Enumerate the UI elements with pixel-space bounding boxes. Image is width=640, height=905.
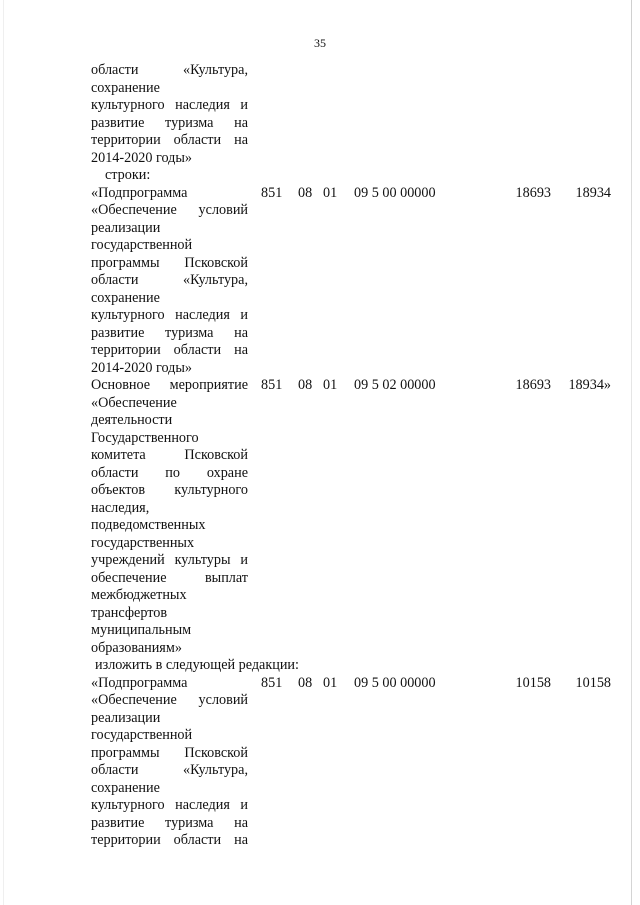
desc-line: «Обеспечение условий bbox=[91, 692, 248, 708]
row-description bbox=[91, 675, 248, 850]
desc-line: государственных bbox=[91, 534, 195, 551]
cell-admin-code: 851 bbox=[261, 184, 283, 201]
cell-amount-year1: 18693 bbox=[515, 184, 551, 201]
desc-line: 2014-2020 годы» bbox=[91, 359, 193, 376]
desc-line: сохранение bbox=[91, 79, 160, 96]
table-row bbox=[0, 185, 640, 378]
cell-target-article: 09 5 02 00000 bbox=[354, 377, 436, 393]
instruction-text: строки: bbox=[105, 167, 151, 183]
desc-line: Государственного bbox=[91, 429, 199, 446]
desc-line: государственной bbox=[91, 727, 193, 743]
desc-line: культурного наследия и bbox=[91, 97, 248, 113]
table-row-continuation bbox=[0, 62, 640, 167]
desc-line: трансфертов bbox=[91, 604, 168, 621]
budget-table bbox=[0, 62, 640, 850]
page-number: 35 bbox=[314, 36, 326, 50]
desc-line: комитета Псковской bbox=[91, 447, 248, 463]
cell-section: 08 bbox=[298, 674, 313, 691]
desc-line: объектов культурного bbox=[91, 482, 248, 498]
cell-section: 08 bbox=[298, 184, 313, 201]
desc-line: программы Псковской bbox=[91, 254, 248, 271]
cell-target-article: 09 5 00 00000 bbox=[354, 674, 436, 691]
desc-line: 2014-2020 годы» bbox=[91, 149, 193, 166]
desc-line: области «Культура, bbox=[91, 272, 248, 288]
cell-amount-year2: 18934 bbox=[575, 184, 611, 201]
desc-line: территории области на bbox=[91, 832, 248, 848]
cell-amount-year1: 10158 bbox=[515, 674, 551, 691]
instruction-row bbox=[0, 657, 640, 675]
cell-amount-year1: 18693 bbox=[515, 377, 551, 393]
desc-line: образованиям» bbox=[91, 639, 182, 656]
desc-line: развитие туризма на bbox=[91, 324, 248, 341]
cell-amount-year2: 18934» bbox=[568, 377, 611, 393]
desc-line: территории области на bbox=[91, 342, 248, 358]
desc-line: культурного наследия и bbox=[91, 797, 248, 813]
desc-line: культурного наследия и bbox=[91, 307, 248, 323]
cell-subsection: 01 bbox=[323, 674, 338, 691]
cell-admin-code: 851 bbox=[261, 674, 283, 691]
desc-line: муниципальным bbox=[91, 622, 192, 638]
table-row bbox=[0, 675, 640, 850]
desc-line: области «Культура, bbox=[91, 762, 248, 778]
desc-line: сохранение bbox=[91, 779, 160, 796]
cell-subsection: 01 bbox=[323, 377, 338, 393]
desc-line: «Подпрограмма bbox=[91, 674, 188, 691]
desc-line: территории области на bbox=[91, 132, 248, 148]
desc-line: реализации bbox=[91, 219, 161, 236]
row-description bbox=[91, 185, 248, 378]
cell-section: 08 bbox=[298, 377, 313, 393]
desc-line: наследия, bbox=[91, 499, 150, 516]
desc-line: развитие туризма на bbox=[91, 114, 248, 131]
desc-line: обеспечение выплат bbox=[91, 569, 248, 586]
instruction-text: изложить в следующей редакции: bbox=[95, 657, 299, 673]
desc-line: сохранение bbox=[91, 289, 160, 306]
desc-line: Основное мероприятие bbox=[91, 377, 248, 393]
instruction-row bbox=[0, 167, 640, 185]
desc-line: «Обеспечение условий bbox=[91, 202, 248, 218]
desc-line: развитие туризма на bbox=[91, 814, 248, 831]
cell-amount-year2: 10158 bbox=[575, 674, 611, 691]
desc-line: «Подпрограмма bbox=[91, 184, 188, 201]
desc-line: реализации bbox=[91, 709, 161, 726]
table-row bbox=[0, 377, 640, 657]
desc-line: «Обеспечение bbox=[91, 394, 177, 411]
cell-target-article: 09 5 00 00000 bbox=[354, 184, 436, 201]
cell-subsection: 01 bbox=[323, 184, 338, 201]
cell-admin-code: 851 bbox=[261, 377, 283, 393]
row-description bbox=[91, 377, 248, 657]
row-description bbox=[91, 62, 248, 167]
desc-line: области по охране bbox=[91, 464, 248, 481]
desc-line: области «Культура, bbox=[91, 62, 248, 78]
desc-line: подведомственных bbox=[91, 517, 206, 533]
desc-line: программы Псковской bbox=[91, 744, 248, 761]
desc-line: деятельности bbox=[91, 412, 173, 428]
desc-line: государственной bbox=[91, 237, 193, 253]
desc-line: учреждений культуры и bbox=[91, 552, 248, 568]
desc-line: межбюджетных bbox=[91, 587, 187, 603]
